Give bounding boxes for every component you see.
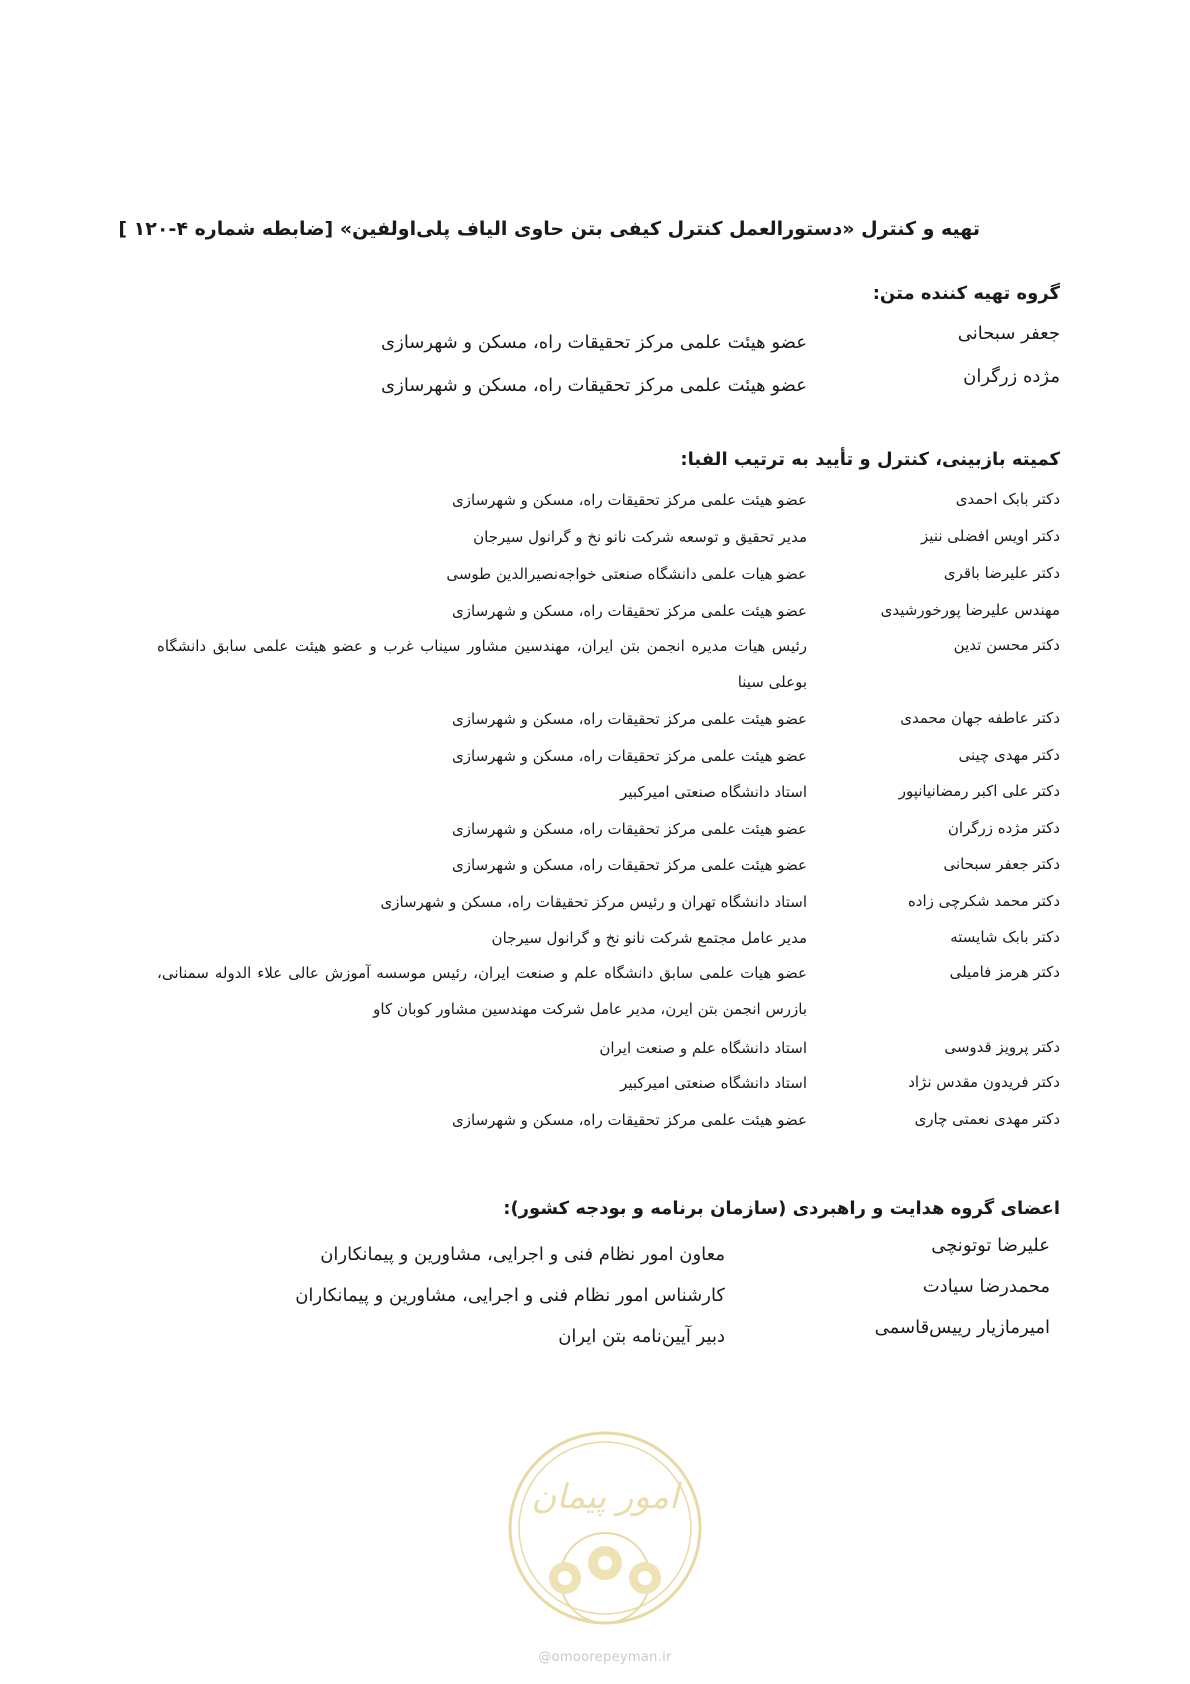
seal-lettering: امور پیمان <box>531 1477 679 1517</box>
document-title: تهیه و کنترل «دستورالعمل کنترل کیفی بتن حاوی الیاف پلی‌اولفین» [ضابطه شماره ۴-۱۲۰ ] <box>118 218 980 240</box>
committee-member-role: استاد دانشگاه علم و صنعت ایران <box>599 1039 807 1057</box>
committee-member-name: دکتر مهدی نعمتی چاری <box>914 1110 1060 1128</box>
committee-member-name: دکتر بابک احمدی <box>955 490 1060 508</box>
committee-member-role: استاد دانشگاه تهران و رئیس مرکز تحقیقات راه، مسکن و شهرسازی <box>380 893 807 911</box>
author-role: عضو هیئت علمی مرکز تحقیقات راه، مسکن و شهرسازی <box>381 375 807 396</box>
steering-heading: اعضای گروه هدایت و راهبردی (سازمان برنامه و بودجه کشور): <box>503 1198 1060 1219</box>
committee-member-role: استاد دانشگاه صنعتی امیرکبیر <box>620 783 807 801</box>
steering-member-name: امیرمازیار رییس‌قاسمی <box>874 1317 1050 1338</box>
committee-member-role: رئیس هیات مدیره انجمن بتن ایران، مهندسین مشاور سیناب غرب و عضو هیئت علمی سابق دانشگاه بوعلی سینا <box>157 637 807 691</box>
committee-member-role: عضو هیات علمی دانشگاه صنعتی خواجه‌نصیرالدین طوسی <box>446 565 807 583</box>
committee-member-role: عضو هیئت علمی مرکز تحقیقات راه، مسکن و شهرسازی <box>452 856 807 874</box>
committee-member-name: دکتر مژده زرگران <box>947 819 1060 837</box>
committee-member-name: دکتر جعفر سبحانی <box>943 855 1060 873</box>
committee-member-role: عضو هیات علمی سابق دانشگاه علم و صنعت ایران، رئیس موسسه آموزش عالی علاء الدوله سمنانی، بازرس انجمن بتن ایرن، مدیر عامل شرکت مهندسین مشاور کوبان کاو <box>157 964 807 1018</box>
committee-heading: کمیته بازبینی، کنترل و تأیید به ترتیب الفبا: <box>680 449 1060 470</box>
committee-member-name: دکتر علیرضا باقری <box>943 564 1060 582</box>
committee-member-role: عضو هیئت علمی مرکز تحقیقات راه، مسکن و شهرسازی <box>452 710 807 728</box>
committee-member-role: عضو هیئت علمی مرکز تحقیقات راه، مسکن و شهرسازی <box>452 491 807 509</box>
committee-member-name: دکتر علی اکبر رمضانیانپور <box>898 782 1060 800</box>
committee-member-name: دکتر پرویز قدوسی <box>944 1038 1060 1056</box>
committee-member-role: استاد دانشگاه صنعتی امیرکبیر <box>620 1074 807 1092</box>
committee-member-name: مهندس علیرضا پورخورشیدی <box>880 601 1060 619</box>
committee-member-name: دکتر اویس افضلی ننیز <box>921 527 1060 545</box>
author-name: مژده زرگران <box>963 366 1060 387</box>
committee-member-name: دکتر هرمز فامیلی <box>949 963 1060 981</box>
committee-member-role: عضو هیئت علمی مرکز تحقیقات راه، مسکن و شهرسازی <box>452 602 807 620</box>
watermark-url: @omoorepeyman.ir <box>538 1650 672 1665</box>
committee-member-role: عضو هیئت علمی مرکز تحقیقات راه، مسکن و شهرسازی <box>452 747 807 765</box>
committee-member-role: مدیر عامل مجتمع شرکت نانو نخ و گرانول سیرجان <box>491 929 807 947</box>
committee-member-name: دکتر فریدون مقدس نژاد <box>908 1073 1060 1091</box>
author-role: عضو هیئت علمی مرکز تحقیقات راه، مسکن و شهرسازی <box>381 332 807 353</box>
steering-member-role: معاون امور نظام فنی و اجرایی، مشاورین و پیمانکاران <box>320 1244 725 1265</box>
committee-member-name: دکتر عاطفه جهان محمدی <box>900 709 1060 727</box>
committee-member-name: دکتر بابک شایسته <box>950 928 1060 946</box>
committee-member-role: مدیر تحقیق و توسعه شرکت نانو نخ و گرانول سیرجان <box>473 528 807 546</box>
committee-member-role: عضو هیئت علمی مرکز تحقیقات راه، مسکن و شهرسازی <box>452 820 807 838</box>
steering-member-role: دبیر آیین‌نامه بتن ایران <box>558 1326 725 1347</box>
committee-member-name: دکتر مهدی چینی <box>958 746 1060 764</box>
committee-member-name: دکتر محسن تدین <box>953 636 1060 654</box>
steering-member-name: علیرضا توتونچی <box>931 1235 1050 1256</box>
author-name: جعفر سبحانی <box>957 323 1060 344</box>
committee-member-name: دکتر محمد شکرچی زاده <box>907 892 1060 910</box>
steering-member-role: کارشناس امور نظام فنی و اجرایی، مشاورین و پیمانکاران <box>295 1285 725 1306</box>
watermark-seal-logo <box>505 1428 705 1628</box>
committee-member-role: عضو هیئت علمی مرکز تحقیقات راه، مسکن و شهرسازی <box>452 1111 807 1129</box>
steering-member-name: محمدرضا سیادت <box>922 1276 1050 1297</box>
authors-heading: گروه تهیه کننده متن: <box>872 283 1060 304</box>
